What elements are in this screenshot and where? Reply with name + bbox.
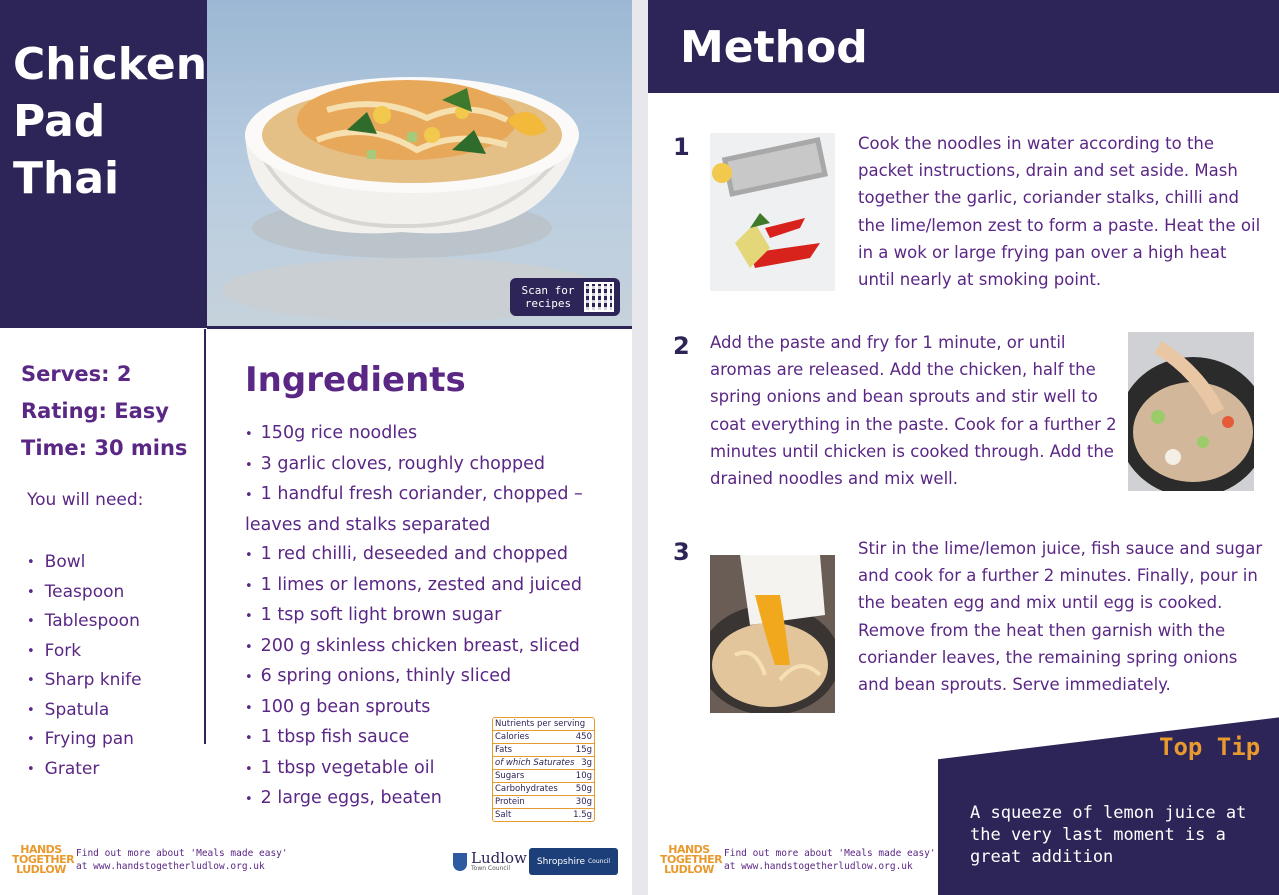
method-heading: Method — [680, 22, 868, 73]
ingredient-item — [245, 480, 615, 540]
ingredient-text: 1 red chilli, deseeded and chopped — [260, 544, 568, 564]
bullet-icon: • — [27, 702, 35, 718]
bullet-icon: • — [245, 578, 253, 594]
top-tip-heading: Top Tip — [1159, 733, 1261, 761]
bullet-icon: • — [245, 488, 253, 503]
bullet-icon: • — [245, 731, 253, 746]
bullet-icon: • — [27, 673, 35, 688]
title-line: Thai — [13, 153, 120, 204]
list-item — [27, 696, 142, 726]
nutrition-row — [493, 796, 594, 809]
step-2-text: Add the paste and fry for 1 minute, or until aromas are released. Add the chicken, half the spring onions and bean sprouts and stir well to coat everything in the paste. Cook for a further 2 minutes until chicken is cooked through. Add the drained noodles and mix well. — [710, 333, 1117, 489]
step-number: 2 — [673, 332, 690, 360]
equipment-item: Teaspoon — [44, 581, 125, 602]
bullet-icon: • — [245, 670, 253, 685]
nutrient-value: 3g — [581, 758, 592, 768]
ingredient-text: 6 spring onions, thinly sliced — [260, 666, 512, 686]
nutrient-value: 1.5g — [573, 810, 592, 820]
list-item — [27, 755, 142, 785]
ludlow-name: Ludlow — [471, 849, 527, 867]
equipment-item: Bowl — [44, 552, 86, 572]
equipment-item: Tablespoon — [44, 611, 140, 631]
footer-text — [76, 847, 288, 873]
ingredients-heading: Ingredients — [245, 360, 466, 400]
nutrition-row — [493, 770, 594, 783]
nutrient-value: 15g — [575, 745, 592, 755]
pouring-egg-image — [710, 555, 835, 713]
nutrient-value: 450 — [575, 732, 592, 742]
footer-line: Find out more about 'Meals made easy' — [76, 848, 288, 859]
ingredient-text: 2 large eggs, beaten — [260, 788, 442, 808]
recipe-title — [0, 36, 207, 207]
nutrition-row — [493, 757, 594, 770]
bullet-icon: • — [245, 792, 253, 807]
logo-line: LUDLOW — [16, 863, 66, 876]
step-number: 1 — [673, 133, 690, 161]
hands-together-ludlow-logo — [12, 843, 75, 876]
scan-text: Scan for recipes — [521, 284, 575, 310]
shropshire-council-logo — [529, 848, 618, 875]
bullet-icon: • — [27, 643, 35, 659]
list-item — [27, 637, 142, 667]
nutrition-row — [493, 783, 594, 796]
list-item — [27, 666, 142, 696]
nutrient-value: 10g — [575, 771, 592, 781]
equipment-item: Fork — [44, 640, 82, 661]
equipment-item: Sharp knife — [44, 670, 142, 690]
ingredient-text: 200 g skinless chicken breast, sliced — [260, 635, 580, 656]
step-number: 3 — [673, 538, 690, 566]
ingredient-item — [245, 662, 615, 693]
nutrition-row — [493, 731, 594, 744]
logo-line: HANDS — [20, 843, 62, 856]
ludlow-town-council-logo — [453, 851, 527, 872]
nutrition-row — [493, 744, 594, 757]
footer — [12, 845, 288, 875]
bullet-icon: • — [27, 732, 35, 747]
recipe-card-back — [648, 0, 1279, 895]
dish-photo — [207, 0, 632, 326]
nutrition-row — [493, 809, 594, 821]
you-will-need-heading: You will need: — [27, 490, 144, 510]
nutrient-value: 30g — [575, 797, 592, 807]
nutrition-title: Nutrients per serving — [493, 718, 594, 731]
recipe-card-front — [0, 0, 632, 895]
bullet-icon: • — [245, 761, 253, 777]
step-3-text: Stir in the lime/lemon juice, fish sauce and sugar and cook for a further 2 minutes. Finally, pour in the beaten egg and mix until egg is cooked. Remove from the heat then garnish with the coriander leaves, the remaining spring onions and bean sprouts. Serve immediately. — [858, 539, 1263, 695]
list-item — [27, 725, 142, 755]
title-block — [0, 0, 207, 328]
bullet-icon: • — [245, 639, 253, 655]
scan-for-recipes-badge — [510, 278, 620, 316]
step-3-photo — [710, 555, 835, 713]
list-item — [27, 578, 142, 608]
ingredient-text: 1 limes or lemons, zested and juiced — [260, 574, 582, 595]
ingredient-item — [245, 632, 615, 663]
nutrient-label: Fats — [495, 745, 513, 755]
bullet-icon: • — [245, 427, 253, 442]
list-item — [27, 607, 142, 637]
nutrient-label: Sugars — [495, 771, 525, 781]
ingredient-text: 1 tbsp vegetable oil — [260, 757, 435, 778]
equipment-item: Spatula — [44, 699, 110, 720]
step-1-photo — [710, 133, 835, 291]
footer — [660, 845, 936, 875]
shropshire-name: Shropshire — [536, 856, 585, 867]
rating-label: Rating: Easy — [21, 399, 169, 423]
nutrient-label: Calories — [495, 732, 530, 742]
nutrient-label: Carbohydrates — [495, 784, 558, 794]
footer-link[interactable]: at www.handstogetherludlow.org.uk — [76, 861, 265, 872]
footer-text — [724, 847, 936, 873]
ingredient-text: 3 garlic cloves, roughly chopped — [260, 453, 545, 474]
bullet-icon: • — [27, 555, 35, 570]
nutrient-label: Protein — [495, 797, 525, 807]
footer-link[interactable]: at www.handstogetherludlow.org.uk — [724, 861, 913, 872]
ingredient-item — [245, 571, 615, 602]
bullet-icon: • — [27, 584, 35, 600]
equipment-item: Frying pan — [44, 729, 134, 749]
recipe-stats — [21, 356, 187, 467]
column-divider — [204, 329, 206, 744]
logo-line: TOGETHER — [660, 853, 723, 866]
top-tip-text: A squeeze of lemon juice at the very last moment is a great addition — [970, 803, 1247, 867]
nutrient-value: 50g — [575, 784, 592, 794]
ingredient-text: 1 handful fresh coriander, chopped – leaves and stalks separated — [245, 484, 583, 535]
ingredient-item — [245, 540, 615, 571]
ingredient-item — [245, 419, 615, 450]
frying-image — [1128, 332, 1254, 491]
crest-icon — [453, 853, 467, 871]
ingredient-text: 150g rice noodles — [260, 423, 418, 443]
qr-code-icon[interactable] — [584, 282, 614, 312]
step-1-text: Cook the noodles in water according to the packet instructions, drain and set aside. Mash together the garlic, coriander stalks, chilli and the lime/lemon zest to form a paste. Heat the oil in a wok or large frying pan over a high heat until nearly at smoking point. — [858, 134, 1261, 290]
nutrition-table — [492, 717, 595, 822]
logo-line: LUDLOW — [664, 863, 714, 876]
hands-together-ludlow-logo — [660, 843, 723, 876]
ingredient-text: 100 g bean sprouts — [260, 696, 431, 717]
title-line: Pad — [13, 96, 106, 147]
bullet-icon: • — [27, 614, 35, 629]
ludlow-sub: Town Council — [471, 865, 511, 872]
bullet-icon: • — [245, 457, 253, 473]
time-label: Time: 30 mins — [21, 436, 188, 460]
logo-line: TOGETHER — [12, 853, 75, 866]
bullet-icon: • — [245, 548, 253, 563]
list-item — [27, 548, 142, 578]
logo-line: HANDS — [668, 843, 710, 856]
grating-image — [710, 133, 835, 291]
equipment-item: Grater — [44, 758, 100, 779]
divider — [207, 326, 632, 329]
serves-label: Serves: 2 — [21, 362, 132, 386]
step-2-photo — [1128, 332, 1254, 491]
title-line: Chicken — [13, 39, 208, 90]
bullet-icon: • — [245, 700, 253, 716]
equipment-list — [27, 548, 142, 784]
ingredient-item — [245, 601, 615, 632]
bullet-icon: • — [27, 761, 35, 777]
shropshire-sub: Council — [587, 858, 611, 865]
method-header — [648, 0, 1279, 93]
nutrient-label: Salt — [495, 810, 512, 820]
bullet-icon: • — [245, 609, 253, 624]
ingredient-text: 1 tbsp fish sauce — [260, 727, 410, 747]
footer-line: Find out more about 'Meals made easy' — [724, 848, 936, 859]
nutrient-label: of which Saturates — [495, 758, 575, 768]
ingredient-text: 1 tsp soft light brown sugar — [260, 605, 502, 625]
ingredient-item — [245, 450, 615, 481]
